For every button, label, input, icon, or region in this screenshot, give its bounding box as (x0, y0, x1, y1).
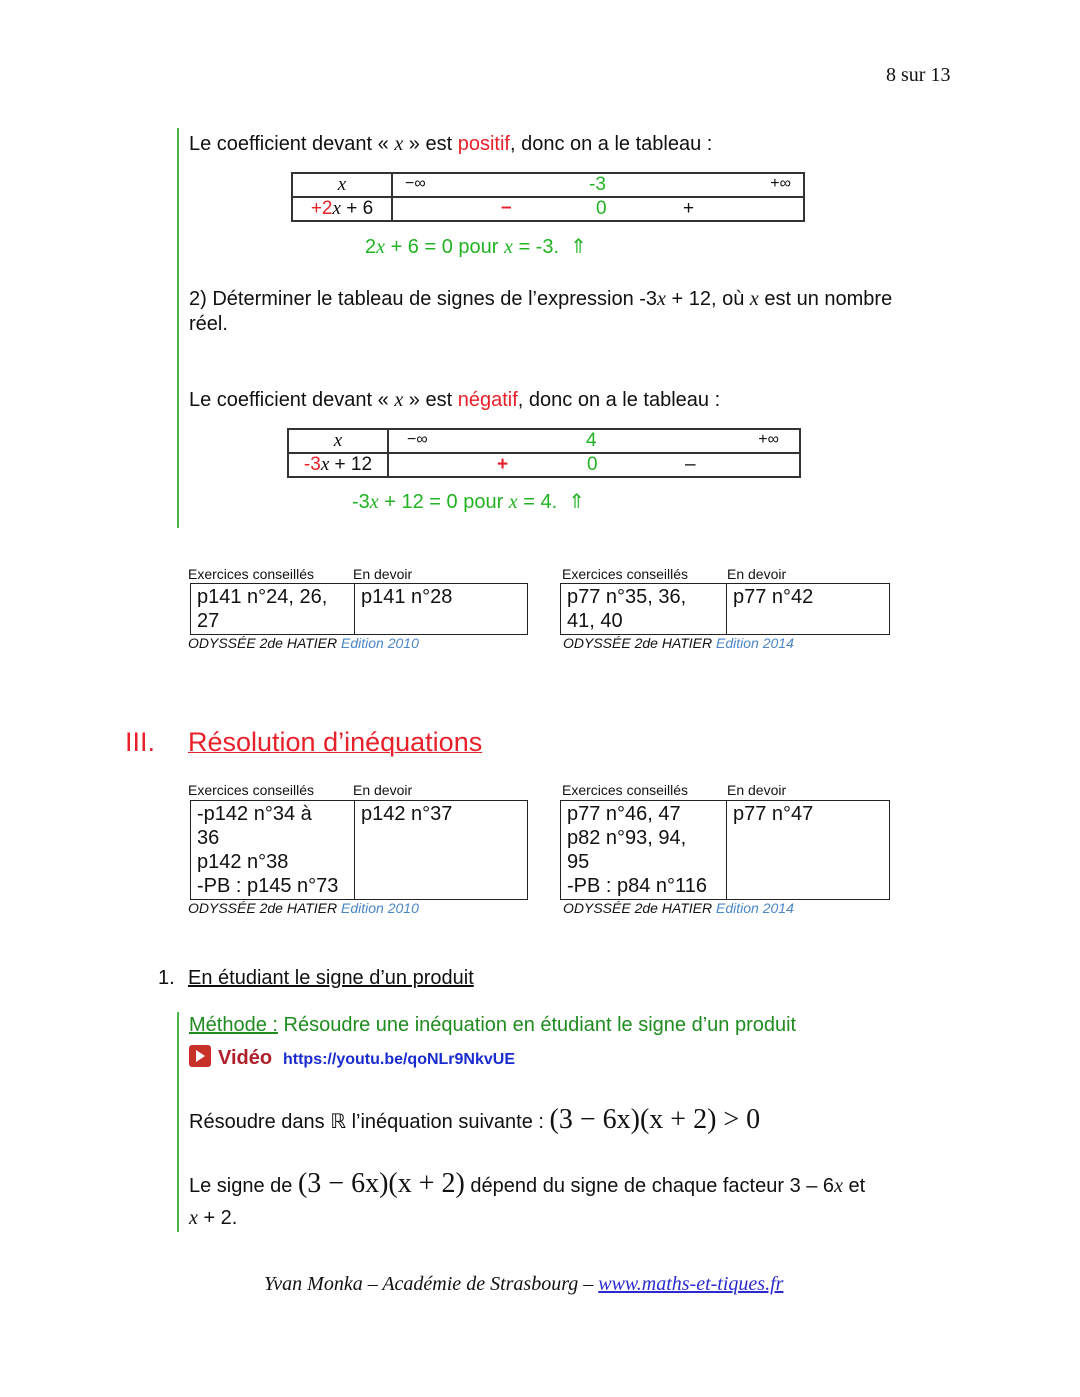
text: -PB : p145 n°73 (197, 875, 339, 897)
text: +2 (310, 198, 333, 219)
container (392, 173, 804, 197)
plus-infinity: +∞ (758, 431, 779, 448)
text: Exercices conseillés (562, 566, 689, 582)
sign-table-2 (287, 428, 801, 478)
container (191, 801, 355, 900)
text: Exercices conseillés (188, 566, 315, 582)
text: x (332, 198, 341, 219)
container (288, 453, 800, 477)
container (561, 584, 727, 635)
question-2-line2: réel. (189, 313, 228, 335)
video-label: Vidéo (218, 1047, 273, 1069)
text: Résoudre une inéquation en étudiant le signe d’un produit (277, 1014, 797, 1036)
container (561, 801, 727, 900)
text: p142 n°37 (361, 803, 453, 825)
text: Le signe de (189, 1175, 298, 1197)
text: Edition 2010 (341, 635, 419, 651)
text: Le coefficient devant « (189, 133, 395, 155)
sign-left: – (501, 197, 512, 218)
root-value: -3 (589, 174, 606, 195)
text: ODYSSÉE 2de HATIER (563, 635, 713, 651)
text: -3 (352, 491, 370, 513)
container (196, 1050, 205, 1062)
text: positif (457, 133, 510, 155)
sign-right: – (685, 454, 696, 475)
text: -PB : p84 n°116 (567, 875, 707, 897)
text: ODYSSÉE 2de HATIER (188, 635, 338, 651)
text: 36 (197, 827, 220, 849)
text: + 6 (340, 198, 374, 219)
video-link[interactable]: https://youtu.be/qoNLr9NkvUE (283, 1051, 516, 1068)
zero-value: 0 (587, 454, 598, 475)
text: négatif (457, 389, 518, 411)
x-header: x (292, 173, 392, 197)
text: -p142 n°34 à (197, 803, 312, 825)
text: + 12 = 0 pour (378, 491, 509, 513)
text: En devoir (727, 782, 787, 798)
text: p77 n°35, 36, (567, 586, 687, 608)
text: 2 (365, 236, 377, 258)
container (292, 173, 804, 221)
text: » est (403, 133, 458, 155)
text: + 12 (329, 454, 373, 475)
container (727, 584, 890, 635)
text: dépend du signe de chaque facteur 3 – 6 (464, 1175, 835, 1197)
container (190, 800, 528, 900)
container (561, 801, 890, 900)
footer-link[interactable]: www.maths-et-tiques.fr (598, 1273, 784, 1295)
inequation: (3 − 6x)(x + 2) > 0 (549, 1104, 761, 1135)
container (727, 801, 890, 900)
text: 2) Déterminer le tableau de signes de l’expression -3 (189, 288, 658, 310)
text: + 12, où (665, 288, 750, 310)
text: x (369, 491, 379, 513)
text: x (657, 288, 666, 310)
root-value: 4 (586, 430, 597, 451)
text: p77 n°47 (733, 803, 814, 825)
footer (264, 1273, 783, 1296)
text: Résoudre dans ℝ l’inéquation suivante : (189, 1111, 550, 1133)
text: Edition 2010 (341, 900, 419, 916)
text: ⇑ (568, 491, 586, 513)
text: 27 (197, 610, 220, 632)
text: p82 n°93, 94, (567, 827, 687, 849)
text: + 2. (197, 1207, 238, 1229)
text: p142 n°38 (197, 851, 289, 873)
container (191, 801, 528, 900)
container (191, 584, 528, 635)
sign-sentence (189, 1168, 865, 1200)
page-number: 8 sur 13 (886, 64, 951, 86)
text: Exercices conseillés (188, 782, 315, 798)
text: -3 (303, 454, 321, 475)
text: x (394, 389, 404, 411)
text: ⇑ (570, 236, 587, 258)
sign-sentence-line2 (189, 1207, 237, 1230)
container (191, 584, 355, 635)
minus-infinity: −∞ (405, 175, 426, 192)
text: 95 (567, 851, 590, 873)
container (355, 801, 528, 900)
text: x (749, 288, 759, 310)
text: Exercices conseillés (562, 782, 689, 798)
text: Yvan Monka – Académie de Strasbourg – (264, 1273, 599, 1295)
container (288, 429, 800, 477)
text: Edition 2014 (716, 635, 794, 651)
text: (3 − 6x)(x + 2) (297, 1168, 465, 1199)
text: En devoir (727, 566, 787, 582)
text: p77 n°46, 47 (567, 803, 681, 825)
method-heading (189, 1014, 796, 1037)
text: = -3. (512, 236, 560, 258)
coefficient-sentence-1 (189, 133, 712, 156)
subsection-number: 1. (158, 967, 175, 989)
text: x (834, 1175, 843, 1197)
minus-infinity: −∞ (407, 431, 428, 448)
container (288, 429, 800, 453)
zero-value: 0 (596, 198, 607, 219)
sign-right: + (683, 198, 695, 219)
text: x (320, 454, 330, 475)
sign-left: + (497, 454, 509, 475)
text: x (508, 491, 518, 513)
container (392, 197, 804, 221)
text: et (842, 1175, 866, 1197)
text: x (376, 236, 386, 258)
section-number: III. (125, 727, 156, 757)
container (190, 583, 528, 635)
container (388, 429, 800, 453)
container (292, 197, 804, 221)
text: x (504, 236, 513, 258)
text: , donc on a le tableau : (509, 133, 713, 155)
text: 41, 40 (567, 610, 623, 632)
video-play-icon[interactable] (189, 1045, 211, 1067)
text: , donc on a le tableau : (517, 389, 721, 411)
method-margin-line (177, 128, 179, 528)
container (561, 584, 890, 635)
container (561, 584, 890, 635)
section-title: Résolution d’inéquations (188, 727, 483, 757)
container (388, 453, 800, 477)
expression-cell (288, 453, 388, 477)
text: ODYSSÉE 2de HATIER (188, 900, 338, 916)
root-note-1 (365, 234, 587, 259)
expression-cell (292, 197, 392, 221)
container (560, 583, 890, 635)
question-2 (189, 288, 892, 311)
x-header: x (288, 429, 388, 453)
text: p77 n°42 (733, 586, 814, 608)
text: » est (403, 389, 458, 411)
container (292, 173, 804, 197)
method-margin-line-2 (177, 1012, 179, 1232)
text: En devoir (353, 782, 413, 798)
text: x (394, 133, 404, 155)
subsection-title: En étudiant le signe d’un produit (188, 967, 474, 989)
text: ODYSSÉE 2de HATIER (563, 900, 713, 916)
container (355, 584, 528, 635)
solve-sentence (189, 1104, 760, 1136)
text: Edition 2014 (716, 900, 794, 916)
container (191, 801, 528, 900)
container (563, 900, 794, 916)
text: Méthode : (189, 1014, 278, 1036)
text: p141 n°28 (361, 586, 453, 608)
container (560, 800, 890, 900)
text: En devoir (353, 566, 413, 582)
container (188, 900, 419, 916)
text: est un nombre (758, 288, 893, 310)
text: Le coefficient devant « (189, 389, 395, 411)
container (188, 635, 419, 651)
container (563, 635, 794, 651)
text: + 6 = 0 pour (385, 236, 504, 258)
text: p141 n°24, 26, (197, 586, 328, 608)
text: = 4. (517, 491, 558, 513)
root-note-2 (352, 489, 585, 514)
container (561, 801, 890, 900)
coefficient-sentence-2 (189, 389, 720, 412)
plus-infinity: +∞ (770, 175, 791, 192)
text: x (189, 1207, 198, 1229)
container (191, 584, 528, 635)
sign-table-1 (291, 172, 805, 222)
